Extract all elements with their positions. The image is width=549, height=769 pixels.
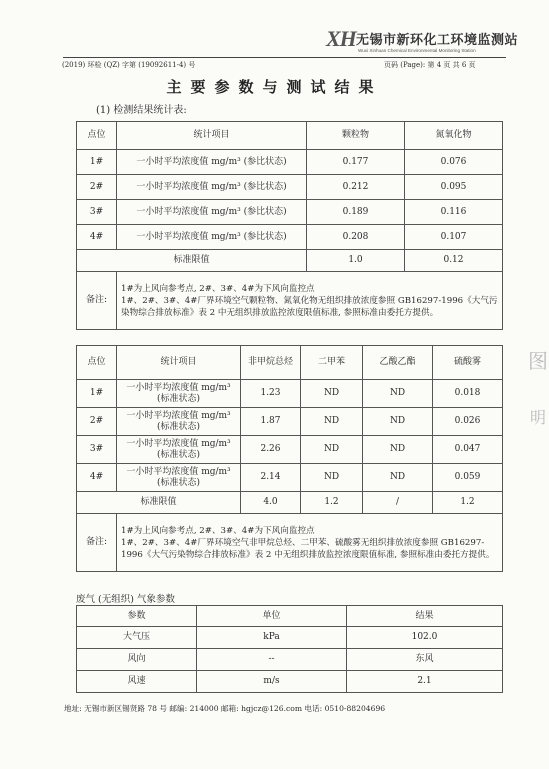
- value-cell: ND: [363, 380, 433, 408]
- header-cell: 氮氧化物: [405, 122, 503, 150]
- limit-cell: 4.0: [241, 492, 301, 514]
- value-cell: 0.076: [405, 150, 503, 175]
- table-row: [77, 380, 503, 408]
- value-cell: 1.87: [241, 408, 301, 436]
- limit-cell: 1.0: [307, 250, 405, 272]
- header-cell: 乙酸乙酯: [363, 346, 433, 380]
- note-row: [77, 272, 503, 330]
- page-title: 主要参数与测试结果: [166, 78, 383, 96]
- header-cell: 硫酸雾: [433, 346, 503, 380]
- value-cell: 102.0: [347, 627, 503, 649]
- item-cell: 一小时平均浓度值 mg/m³ (参比状态): [117, 200, 307, 225]
- unit-cell: kPa: [197, 627, 347, 649]
- item-cell: 一小时平均浓度值 mg/m³ (参比状态): [117, 175, 307, 200]
- item-cell: 一小时平均浓度值 mg/m³ (标准状态): [117, 464, 241, 492]
- item-cell: 一小时平均浓度值 mg/m³ (标准状态): [117, 408, 241, 436]
- value-cell: 0.116: [405, 200, 503, 225]
- value-cell: 2.26: [241, 436, 301, 464]
- met-title: 废气 (无组织) 气象参数: [76, 594, 175, 605]
- value-cell: 0.189: [307, 200, 405, 225]
- report-code: (2019) 环检 (QZ) 字第 (19092611-4) 号: [62, 61, 196, 69]
- header-cell: 颗粒物: [307, 122, 405, 150]
- section-label: (1) 检测结果统计表:: [96, 105, 187, 116]
- value-cell: 2.14: [241, 464, 301, 492]
- point-cell: 2#: [77, 408, 117, 436]
- header-cell: 点位: [77, 346, 117, 380]
- value-cell: ND: [301, 464, 363, 492]
- item-cell: 一小时平均浓度值 mg/m³ (参比状态): [117, 150, 307, 175]
- table-row: [77, 150, 503, 175]
- header-cell: 统计项目: [117, 346, 241, 380]
- point-cell: 1#: [77, 150, 117, 175]
- table-row: [77, 627, 503, 649]
- limit-row: [77, 492, 503, 514]
- note-line: 1#为上风向参考点, 2#、3#、4#为下风向监控点: [121, 525, 315, 536]
- value-cell: 0.018: [433, 380, 503, 408]
- value-cell: 0.095: [405, 175, 503, 200]
- value-cell: 2.1: [347, 671, 503, 693]
- point-cell: 4#: [77, 225, 117, 250]
- results-table-2: [76, 345, 503, 572]
- table-row: [77, 671, 503, 693]
- note-label: 备注:: [77, 272, 117, 330]
- value-cell: 0.212: [307, 175, 405, 200]
- note-text: [117, 514, 503, 572]
- limit-cell: /: [363, 492, 433, 514]
- value-cell: ND: [363, 464, 433, 492]
- org-name-en: Wuxi Xinhuan Chemical Environmental Monitoring Station: [358, 48, 476, 53]
- header-cell: 单位: [197, 606, 347, 627]
- note-row: [77, 514, 503, 572]
- note-line: 1#为上风向参考点, 2#、3#、4#为下风向监控点: [121, 283, 315, 294]
- param-cell: 大气压: [77, 627, 197, 649]
- header-cell: 非甲烷总烃: [241, 346, 301, 380]
- seal-mark: 图: [528, 349, 548, 373]
- value-cell: 0.107: [405, 225, 503, 250]
- point-cell: 1#: [77, 380, 117, 408]
- limit-label: 标准限值: [77, 250, 307, 272]
- results-table-1: [76, 121, 503, 330]
- table-row: [77, 649, 503, 671]
- value-cell: ND: [301, 380, 363, 408]
- value-cell: ND: [363, 408, 433, 436]
- item-cell: 一小时平均浓度值 mg/m³ (参比状态): [117, 225, 307, 250]
- point-cell: 3#: [77, 436, 117, 464]
- org-name: 无锡市新环化工环境监测站: [356, 33, 519, 48]
- note-text: [117, 272, 503, 330]
- seal-mark: 明: [530, 408, 547, 427]
- point-cell: 4#: [77, 464, 117, 492]
- value-cell: 1.23: [241, 380, 301, 408]
- header-cell: 二甲苯: [301, 346, 363, 380]
- limit-cell: 1.2: [433, 492, 503, 514]
- point-cell: 3#: [77, 200, 117, 225]
- header-cell: 参数: [77, 606, 197, 627]
- value-cell: 0.059: [433, 464, 503, 492]
- note-line: 1#、2#、3#、4#厂界环境空气颗粒物、氮氧化物无组织排放浓度参照 GB16297-1996《大气污染物综合排放标准》表 2 中无组织排放监控浓度限值标准, 参照标准由委托方提供。: [121, 295, 498, 318]
- header-divider: [63, 57, 506, 58]
- value-cell: 东风: [347, 649, 503, 671]
- limit-cell: 1.2: [301, 492, 363, 514]
- table-row: [77, 408, 503, 436]
- value-cell: 0.047: [433, 436, 503, 464]
- value-cell: 0.026: [433, 408, 503, 436]
- table-header-row: [77, 606, 503, 627]
- value-cell: ND: [301, 408, 363, 436]
- footer-address: 地址: 无锡市新区锡贤路 78 号 邮编: 214000 邮箱: hgjcz@126.com 电话: 0510-88204696: [64, 704, 386, 713]
- page-info: 页码 (Page): 第 4 页 共 6 页: [384, 61, 476, 69]
- note-line: 1#、2#、3#、4#厂界环境空气非甲烷总烃、二甲苯、硫酸雾无组织排放浓度参照 GB16297-1996《大气污染物综合排放标准》表 2 中无组织排放监控浓度限值标准, 参照标准由委托方提供。: [121, 537, 495, 560]
- limit-label: 标准限值: [77, 492, 241, 514]
- unit-cell: --: [197, 649, 347, 671]
- station-logo: XH: [326, 26, 356, 51]
- weather-table: [76, 605, 503, 693]
- table-row: [77, 464, 503, 492]
- item-cell: 一小时平均浓度值 mg/m³ (标准状态): [117, 380, 241, 408]
- note-label: 备注:: [77, 514, 117, 572]
- table-row: [77, 200, 503, 225]
- point-cell: 2#: [77, 175, 117, 200]
- value-cell: ND: [363, 436, 433, 464]
- item-cell: 一小时平均浓度值 mg/m³ (标准状态): [117, 436, 241, 464]
- table-row: [77, 175, 503, 200]
- value-cell: 0.177: [307, 150, 405, 175]
- header-cell: 统计项目: [117, 122, 307, 150]
- value-cell: 0.208: [307, 225, 405, 250]
- header-cell: 点位: [77, 122, 117, 150]
- table-row: [77, 225, 503, 250]
- header-cell: 结果: [347, 606, 503, 627]
- unit-cell: m/s: [197, 671, 347, 693]
- param-cell: 风向: [77, 649, 197, 671]
- value-cell: ND: [301, 436, 363, 464]
- param-cell: 风速: [77, 671, 197, 693]
- limit-cell: 0.12: [405, 250, 503, 272]
- table-row: [77, 436, 503, 464]
- table-header-row: [77, 122, 503, 150]
- limit-row: [77, 250, 503, 272]
- table-header-row: [77, 346, 503, 380]
